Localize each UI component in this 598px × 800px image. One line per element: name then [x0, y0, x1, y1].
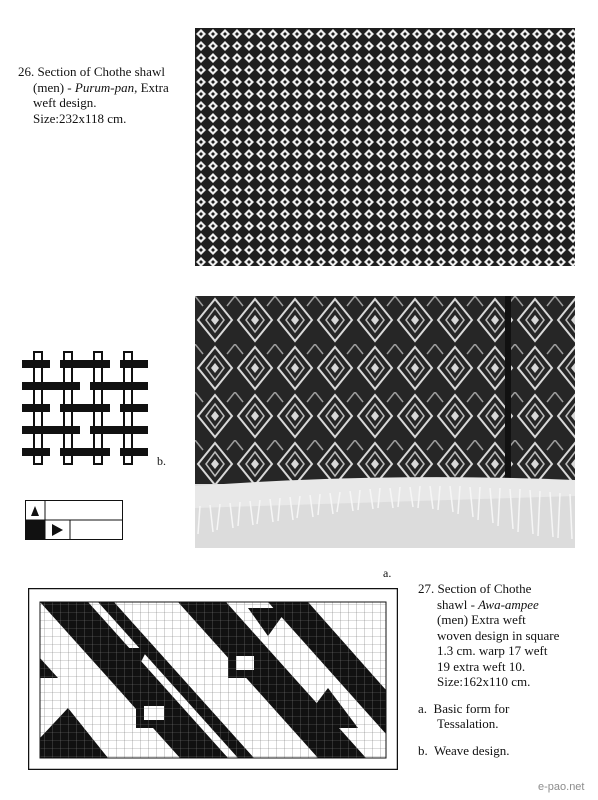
note-line: Tessalation.	[437, 716, 499, 731]
note-line: b. Weave design.	[418, 742, 510, 758]
caption-line: shawl - Awa-ampee	[437, 596, 539, 612]
caption-line: 1.3 cm. warp 17 weft	[437, 643, 548, 658]
caption-line: 26. Section of Chothe shawl	[18, 64, 165, 79]
caption-line: Size:162x110 cm.	[437, 674, 531, 689]
awa-ampee-shawl-photo	[195, 296, 575, 548]
caption-line: 27. Section of Chothe	[418, 581, 532, 596]
legend-key-box	[25, 500, 123, 540]
tessellation-grid-diagram	[28, 588, 398, 770]
weave-design-diagram	[20, 350, 152, 468]
caption-line: woven design in square	[437, 627, 560, 643]
figure-26-caption	[18, 64, 194, 126]
watermark: e-pao.net	[538, 781, 585, 793]
figure-27-caption	[418, 581, 596, 758]
caption-line: (men) Extra weft	[437, 612, 526, 627]
caption-line: (men) - Purum-pan, Extra	[33, 79, 169, 95]
purum-pan-shawl-photo	[195, 28, 575, 266]
note-line: a. Basic form for	[418, 700, 510, 716]
caption-line: weft design.	[33, 95, 97, 110]
label-a: a.	[383, 566, 392, 580]
caption-line: Size:232x118 cm.	[33, 110, 127, 126]
label-b: b.	[157, 454, 166, 468]
caption-line: 19 extra weft 10.	[437, 658, 526, 674]
